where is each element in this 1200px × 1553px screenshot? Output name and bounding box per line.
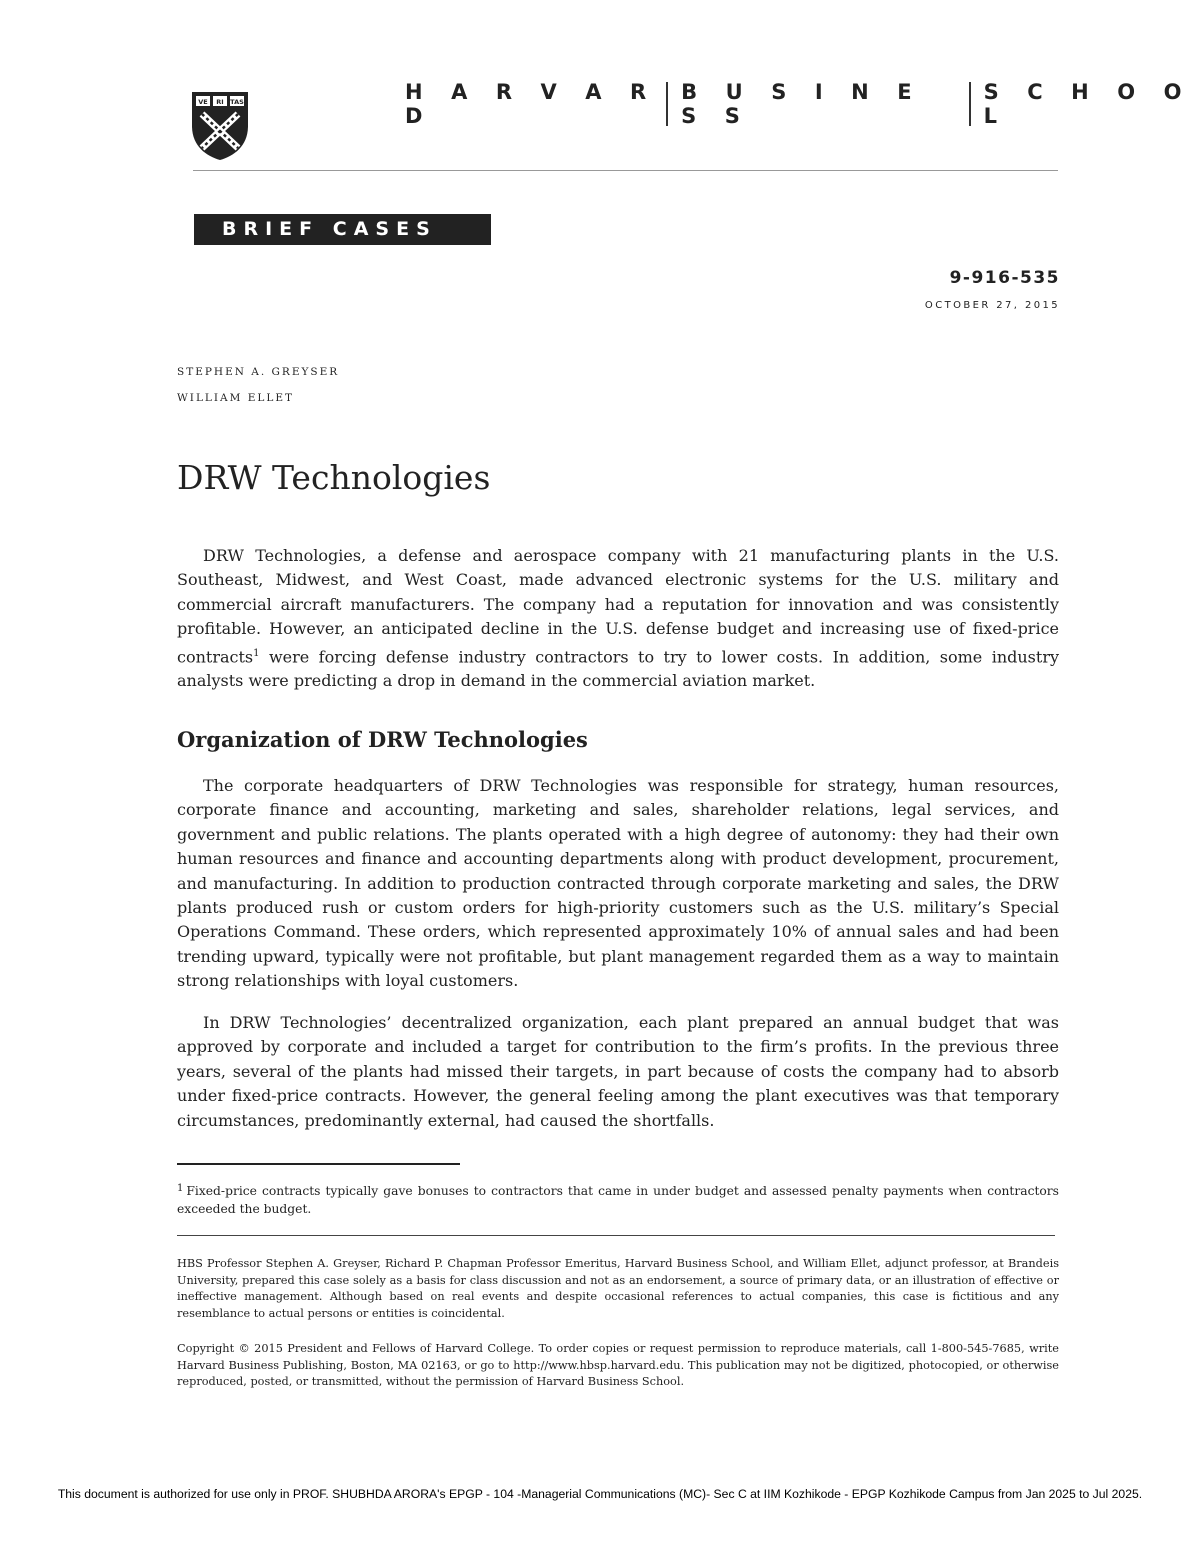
paragraph-intro-text-cont: were forcing defense industry contractors to try to lower costs. In addition, some industry analysts were predicting a drop in demand in the commercial aviation market. [177,646,1059,691]
masthead-business: B U S I N E S S [681,80,923,128]
motto-tas: TAS [230,98,244,106]
footnote-number: 1 [177,1183,184,1194]
masthead-harvard: H A R V A R D [405,80,657,128]
paragraph-intro-text: DRW Technologies, a defense and aerospace company with 21 manufacturing plants in the U.S. Southeast, Midwest, and West Coast, made advanced electronic systems for the U.S. military and commercial aircraft manufacturers. The company had a reputation for innovation and was consistently profitable. However, an anticipated decline in the U.S. defense budget and increasing use of fixed-price contracts [177,546,1059,666]
masthead-divider [666,82,668,126]
masthead [405,80,1200,128]
notice-rule [177,1235,1055,1236]
header-rule [193,170,1058,171]
paragraph-intro [177,544,1059,694]
paragraph-organization: The corporate headquarters of DRW Technologies was responsible for strategy, human resources, corporate finance and accounting, marketing and sales, shareholder relations, legal services, and government and public relations. The plants operated with a high degree of autonomy: they had their own human resources and finance and accounting departments along with product development, procurement, and manufacturing. In addition to production contracted through corporate marketing and sales, the DRW plants produced rush or custom orders for high-priority customers such as the U.S. military’s Special Operations Command. These orders, which represented approximately 10% of annual sales and had been trending upward, typically were not profitable, but plant management regarded them as a way to maintain strong relationships with loyal customers. [177,776,1059,991]
section-heading: Organization of DRW Technologies [177,727,588,752]
case-date: OCTOBER 27, 2015 [924,300,1060,311]
paragraph-budget: In DRW Technologies’ decentralized organization, each plant prepared an annual budget that was approved by corporate and included a target for contribution to the firm’s profits. In the previous three years, several of the plants had missed their targets, in part because of costs the company had to absorb under fixed-price contracts. However, the general feeling among the plant executives was that temporary circumstances, predominantly external, had caused the shortfalls. [177,1013,1059,1130]
motto-ri: RI [216,98,224,106]
footnote-reference[interactable]: 1 [253,647,260,659]
masthead-divider [969,82,971,126]
footnote-rule [177,1163,460,1165]
authorization-notice: This document is authorized for use only in PROF. SHUBHDA ARORA's EPGP - 104 -Managerial Communications (MC)- Sec C at IIM Kozhikode - EPGP Kozhikode Campus from Jan 2025 to Jul 2025. [57,1487,1143,1501]
copyright-notice: Copyright © 2015 President and Fellows of Harvard College. To order copies or request permission to reproduce materials, call 1-800-545-7685, write Harvard Business Publishing, Boston, MA 02163, or go to http://www.hbsp.harvard.edu. This publication may not be digitized, photocopied, or otherwise reproduced, posted, or transmitted, without the permission of Harvard Business School. [177,1342,1059,1389]
series-label: BRIEF CASES [194,214,491,245]
masthead-school: S C H O O L [983,80,1193,128]
author-ellet: WILLIAM ELLET [177,392,294,404]
footnote [177,1180,1059,1218]
footnote-text: Fixed-price contracts typically gave bonuses to contractors that came in under budget and assessed penalty payments when contractors exceeded the budget. [177,1184,1059,1216]
case-number: 9-916-535 [949,268,1060,288]
document-title: DRW Technologies [177,458,491,497]
author-greyser: STEPHEN A. GREYSER [177,366,340,378]
hbs-shield-icon [190,90,250,162]
author-note: HBS Professor Stephen A. Greyser, Richard P. Chapman Professor Emeritus, Harvard Business School, and William Ellet, adjunct professor, at Brandeis University, prepared this case solely as a basis for class discussion and not as an endorsement, a source of primary data, or an illustration of effective or ineffective management. Although based on real events and despite occasional references to actual companies, this case is fictitious and any resemblance to actual persons or entities is coincidental. [177,1257,1059,1320]
motto-ve: VE [198,98,208,106]
